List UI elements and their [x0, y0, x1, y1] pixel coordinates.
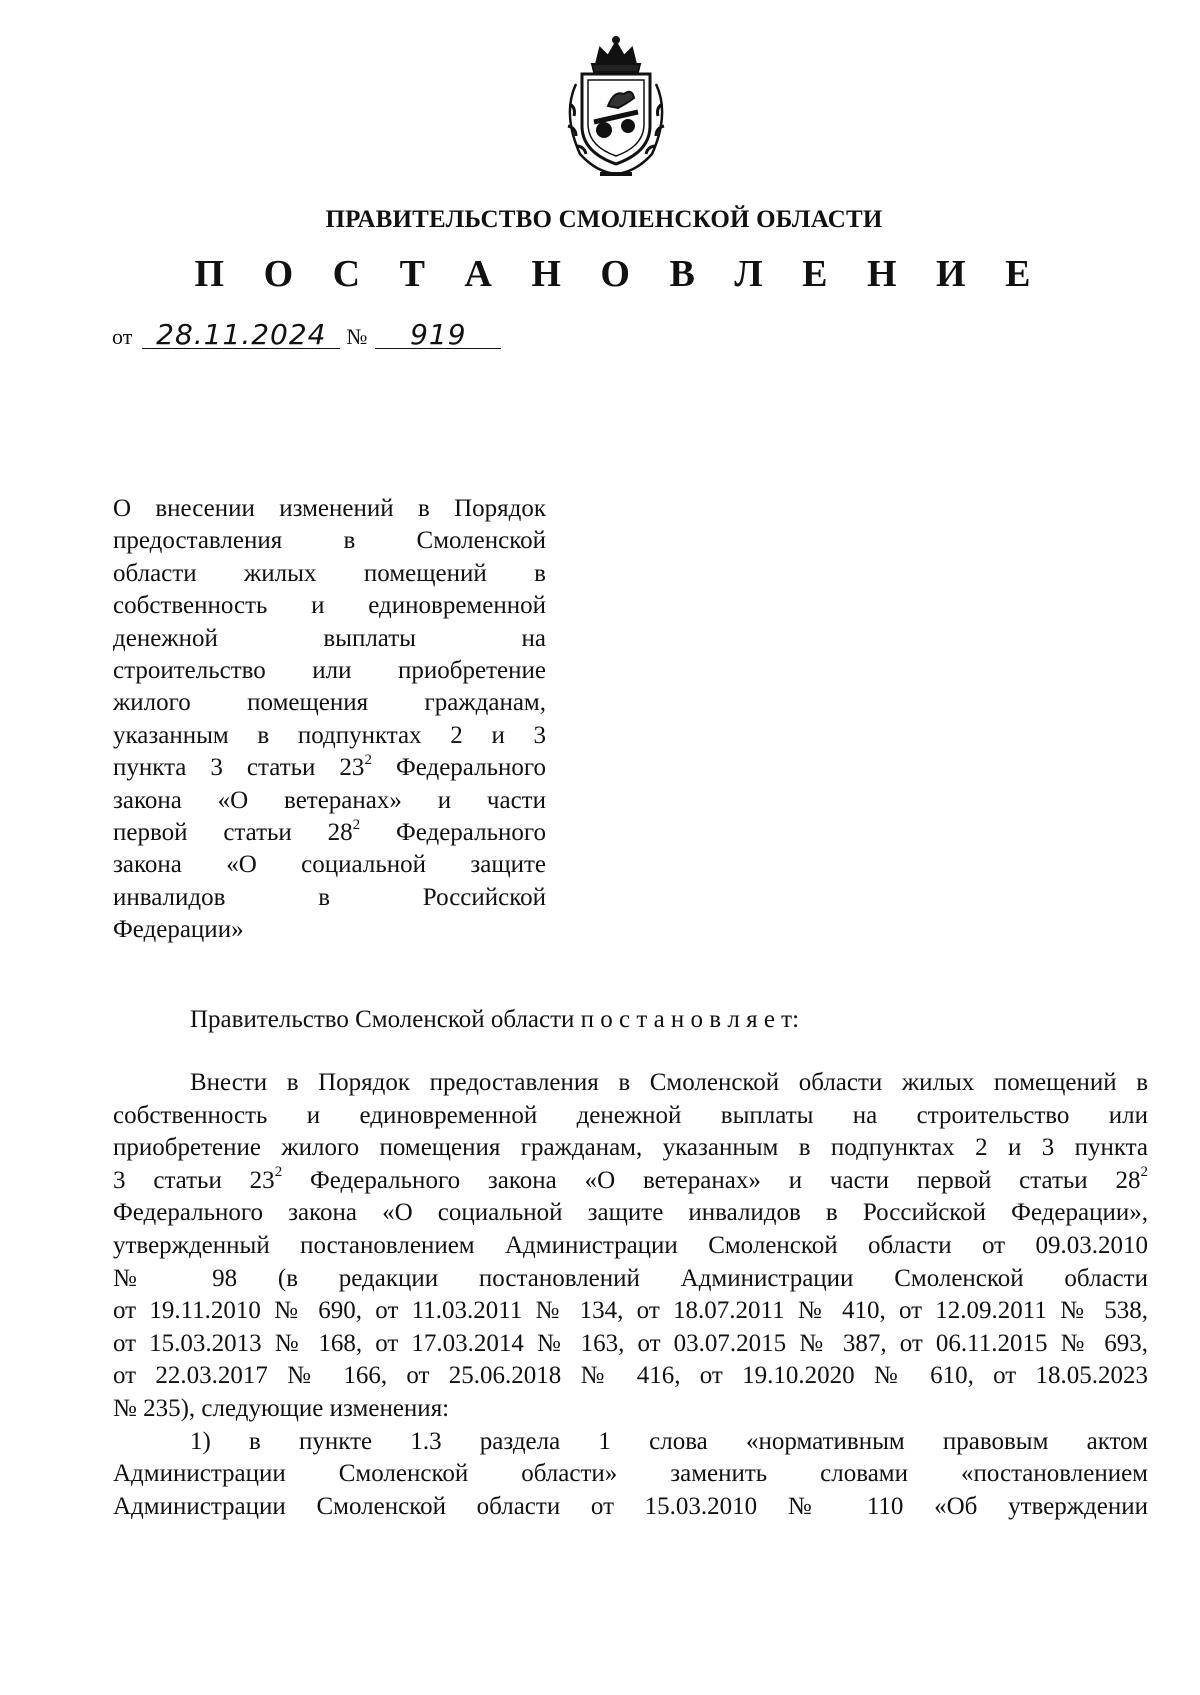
subject-line: указанным в подпунктах 2 и 3: [113, 721, 546, 749]
subject-line: предоставления в Смоленской: [113, 527, 546, 555]
coat-of-arms-emblem: [552, 34, 680, 182]
body-line: Администрации Смоленской области от 15.03.2010 № 110 «Об утверждении: [113, 1492, 1148, 1520]
date-prefix-label: от: [112, 324, 133, 349]
body-line: от 15.03.2013 № 168, от 17.03.2014 № 163, от 03.07.2015 № 387, от 06.11.2015 № 693,: [113, 1329, 1148, 1357]
subject-line: жилого помещения гражданам,: [113, 689, 546, 717]
subject-line: строительство или приобретение: [113, 657, 546, 685]
decree-body: [113, 1067, 1148, 1523]
body-line: Внести в Порядок предоставления в Смоленской области жилых помещений в: [190, 1069, 1148, 1096]
body-fragment: 3 статьи 23: [113, 1166, 275, 1194]
handwritten-date: 28.11.2024: [142, 322, 340, 349]
body-line: от 19.11.2010 № 690, от 11.03.2011 № 134, от 18.07.2011 № 410, от 12.09.2011 № 538,: [113, 1297, 1148, 1325]
superscript: 2: [364, 751, 372, 768]
subject-line: Федерации»: [113, 916, 244, 944]
body-line: утвержденный постановлением Администрации Смоленской области от 09.03.2010: [113, 1231, 1148, 1259]
body-line: приобретение жилого помещения гражданам, указанным в подпунктах 2 и 3 пункта: [113, 1134, 1148, 1162]
subject-line: [113, 817, 546, 849]
superscript: 2: [1140, 1164, 1148, 1181]
subject-line: закона «О социальной защите: [113, 851, 546, 879]
body-line: собственность и единовременной денежной выплаты на строительство или: [113, 1101, 1148, 1129]
body-fragment: Федерального закона «О ветеранах» и части первой статьи 28: [282, 1166, 1141, 1194]
subject-line: области жилых помещений в: [113, 559, 546, 587]
subject-line: инвалидов в Российской: [113, 883, 546, 911]
body-line: от 22.03.2017 № 166, от 25.06.2018 № 416, от 19.10.2020 № 610, от 18.05.2023: [113, 1362, 1148, 1390]
body-line: № 98 (в редакции постановлений Администрации Смоленской области: [113, 1264, 1148, 1292]
handwritten-number: 919: [375, 322, 501, 349]
subject-fragment: Федерального: [371, 754, 546, 782]
body-line: 1) в пункте 1.3 раздела 1 слова «нормативным правовым актом: [190, 1427, 1148, 1455]
subject-line: О внесении изменений в Порядок: [113, 495, 546, 522]
number-sign-label: №: [346, 324, 368, 349]
subject-line: закона «О ветеранах» и части: [113, 786, 546, 814]
document-type-title: П О С Т А Н О В Л Е Н И Е: [194, 253, 1046, 295]
body-line: [113, 1165, 1148, 1198]
superscript: 2: [352, 816, 361, 833]
body-line: Федерального закона «О социальной защите инвалидов в Российской Федерации»,: [113, 1199, 1148, 1227]
decree-dateline: [112, 318, 501, 351]
body-line: Администрации Смоленской области» заменить словами «постановлением: [113, 1460, 1148, 1488]
subject-line: собственность и единовременной: [113, 592, 546, 620]
subject-fragment: пункта 3 статьи 23: [113, 754, 365, 782]
subject-line: денежной выплаты на: [113, 624, 546, 652]
subject-line: [113, 752, 546, 784]
subject-fragment: Федерального: [360, 819, 546, 847]
body-line: № 235), следующие изменения:: [113, 1394, 450, 1422]
government-title: ПРАВИТЕЛЬСТВО СМОЛЕНСКОЙ ОБЛАСТИ: [325, 206, 883, 233]
resolution-phrase: Правительство Смоленской области п о с т а н о в л я е т:: [190, 1006, 800, 1033]
subject-fragment: первой статьи 28: [113, 819, 353, 847]
decree-subject: [113, 493, 546, 947]
superscript: 2: [274, 1164, 283, 1181]
